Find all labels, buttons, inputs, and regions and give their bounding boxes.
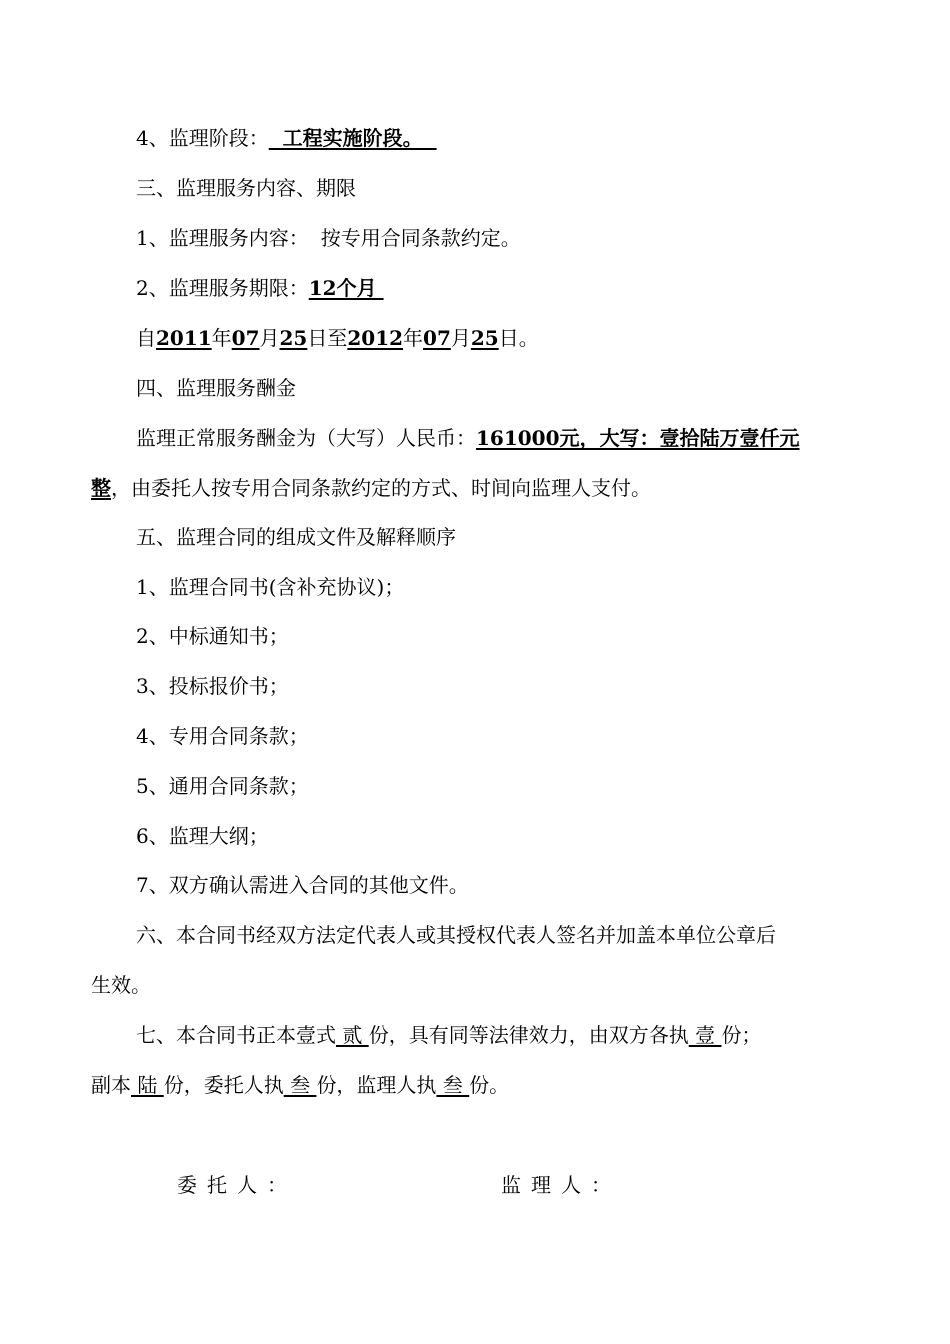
- supervision-stage-value: 工程实施阶段。: [268, 126, 437, 150]
- duplicate-copies-count: 陆: [131, 1073, 164, 1097]
- section-four-heading: 四、监理服务酬金: [136, 376, 296, 400]
- period-dates-line: [136, 324, 539, 352]
- doc-item: 5、通用合同条款；: [136, 774, 309, 798]
- doc-item: 1、监理合同书(含补充协议)；: [136, 575, 405, 599]
- start-year: 2011: [156, 326, 212, 350]
- fee-line: [136, 424, 800, 452]
- client-copies-count: 叁: [283, 1073, 317, 1097]
- copies-text: 份。: [469, 1073, 510, 1097]
- client-signature-label: 委托人：: [177, 1173, 297, 1197]
- copies-text: 副本: [91, 1073, 131, 1097]
- month-char: 月: [450, 326, 471, 350]
- year-char: 年: [403, 326, 424, 350]
- supervision-stage-label: 4、监理阶段：: [136, 126, 269, 150]
- service-content-value: 按专用合同条款约定。: [320, 226, 521, 250]
- end-year: 2012: [347, 326, 404, 350]
- doc-item: 3、投标报价书；: [136, 674, 289, 698]
- fee-payment-terms: ，由委托人按专用合同条款约定的方式、时间向监理人支付。: [111, 476, 651, 500]
- section-five-heading: 五、监理合同的组成文件及解释顺序: [136, 525, 456, 549]
- copies-text: 七、本合同书正本壹式: [136, 1023, 336, 1047]
- doc-item: 7、双方确认需进入合同的其他文件。: [136, 873, 469, 897]
- doc-item: 4、专用合同条款；: [136, 724, 309, 748]
- service-period-value: 12个月: [308, 276, 384, 300]
- duplicate-copies-line: [91, 1071, 509, 1099]
- service-content-label: 1、监理服务内容：: [136, 226, 309, 250]
- copies-text: 份；: [721, 1023, 762, 1047]
- start-month: 07: [231, 326, 260, 350]
- copies-text: 份，具有同等法律效力，由双方各执: [368, 1023, 689, 1047]
- day-to-char: 日至: [307, 326, 348, 350]
- date-prefix: 自: [136, 326, 156, 350]
- doc-item: 2、中标通知书；: [136, 624, 289, 648]
- copies-text: 份，委托人执: [163, 1073, 284, 1097]
- start-day: 25: [279, 326, 308, 350]
- original-copies-count: 贰: [336, 1023, 369, 1047]
- year-char: 年: [211, 326, 232, 350]
- end-month: 07: [423, 326, 451, 350]
- supervisor-signature-label: 监理人：: [501, 1173, 621, 1197]
- each-party-copies-count: 壹: [688, 1023, 722, 1047]
- date-end: 日。: [498, 326, 539, 350]
- end-day: 25: [470, 326, 499, 350]
- service-period-label: 2、监理服务期限：: [136, 276, 309, 300]
- section-six-text: 六、本合同书经双方法定代表人或其授权代表人签名并加盖本单位公章后: [136, 923, 776, 947]
- fee-line-continued: [91, 474, 651, 502]
- copies-text: 份，监理人执: [316, 1073, 437, 1097]
- supervisor-copies-count: 叁: [436, 1073, 470, 1097]
- fee-value: 161000元，大写：壹拾陆万壹仟元: [476, 426, 800, 450]
- service-content-line: [136, 224, 521, 252]
- supervision-stage-line: [136, 124, 437, 152]
- fee-value-end: 整: [91, 476, 111, 500]
- section-seven-line: [136, 1021, 761, 1049]
- section-six-text-continued: 生效。: [91, 973, 151, 997]
- section-three-heading: 三、监理服务内容、期限: [136, 176, 356, 200]
- month-char: 月: [259, 326, 280, 350]
- doc-item: 6、监理大纲；: [136, 824, 269, 848]
- fee-label: 监理正常服务酬金为（大写）人民币：: [136, 426, 476, 450]
- service-period-line: [136, 274, 384, 302]
